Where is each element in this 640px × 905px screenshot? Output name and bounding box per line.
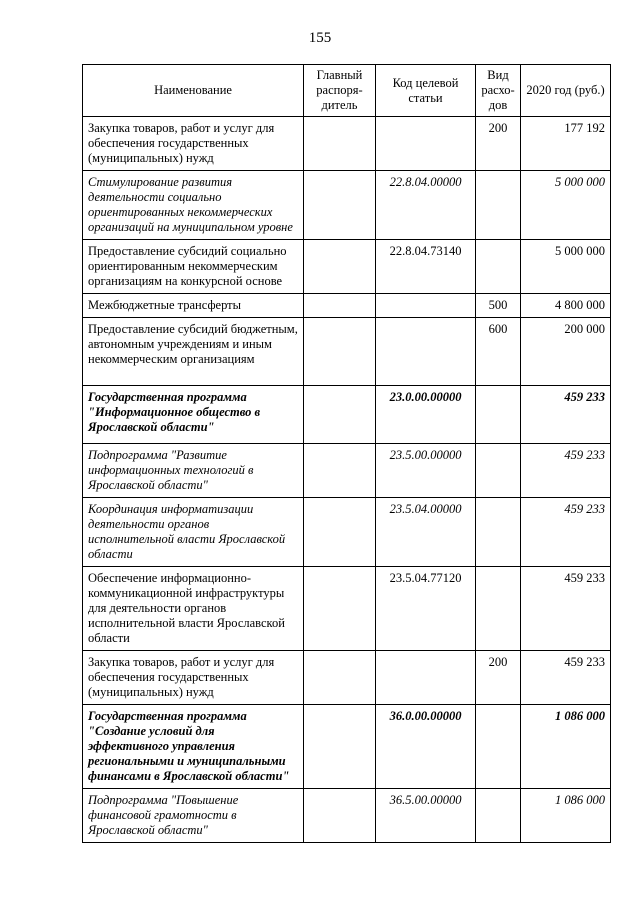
row-manager-cell: [304, 444, 376, 498]
row-amount-cell: 5 000 000: [521, 171, 611, 240]
page-number: 155: [308, 30, 332, 46]
row-name-cell: Координация информатизации деятельности органов исполнительной власти Ярославской области: [83, 498, 304, 567]
row-amount-cell: 177 192: [521, 117, 611, 171]
row-code-cell: [376, 294, 476, 318]
row-expense-type-cell: [476, 240, 521, 294]
row-amount-cell: 1 086 000: [521, 705, 611, 789]
row-name-cell: Стимулирование развития деятельности социально ориентированных некоммерческих организаций на муниципальном уровне: [83, 171, 304, 240]
row-amount-cell: 4 800 000: [521, 294, 611, 318]
row-manager-cell: [304, 789, 376, 843]
table-row: [83, 789, 611, 843]
row-manager-cell: [304, 171, 376, 240]
row-name-cell: Государственная программа "Создание условий для эффективного управления региональными и муниципальными финансами в Ярославской области": [83, 705, 304, 789]
table-row: [83, 171, 611, 240]
row-code-cell: 22.8.04.00000: [376, 171, 476, 240]
row-amount-cell: 1 086 000: [521, 789, 611, 843]
row-name-cell: Предоставление субсидий бюджетным, автономным учреждениям и иным некоммерческим организациям: [83, 318, 304, 386]
row-expense-type-cell: 200: [476, 117, 521, 171]
row-name-cell: Предоставление субсидий социально ориентированным некоммерческим организациям на конкурсной основе: [83, 240, 304, 294]
header-name: Наименование: [83, 65, 304, 117]
row-name-cell: Закупка товаров, работ и услуг для обеспечения государственных (муниципальных) нужд: [83, 651, 304, 705]
row-expense-type-cell: [476, 789, 521, 843]
header-main-manager: Главный распоря-дитель: [304, 65, 376, 117]
row-manager-cell: [304, 318, 376, 386]
row-code-cell: [376, 318, 476, 386]
table-row: [83, 444, 611, 498]
row-amount-cell: 459 233: [521, 651, 611, 705]
row-code-cell: 22.8.04.73140: [376, 240, 476, 294]
table-header-row: [83, 65, 611, 117]
row-code-cell: 36.5.00.00000: [376, 789, 476, 843]
row-expense-type-cell: [476, 567, 521, 651]
row-amount-cell: 459 233: [521, 386, 611, 444]
row-manager-cell: [304, 294, 376, 318]
row-code-cell: [376, 117, 476, 171]
row-expense-type-cell: [476, 386, 521, 444]
row-name-cell: Обеспечение информационно-коммуникационной инфраструктуры для деятельности органов исполнительной власти Ярославской области: [83, 567, 304, 651]
row-amount-cell: 459 233: [521, 498, 611, 567]
row-name-cell: Закупка товаров, работ и услуг для обеспечения государственных (муниципальных) нужд: [83, 117, 304, 171]
row-code-cell: 23.0.00.00000: [376, 386, 476, 444]
row-amount-cell: 459 233: [521, 444, 611, 498]
row-amount-cell: 459 233: [521, 567, 611, 651]
row-code-cell: [376, 651, 476, 705]
row-code-cell: 36.0.00.00000: [376, 705, 476, 789]
row-amount-cell: 5 000 000: [521, 240, 611, 294]
row-name-cell: Подпрограмма "Повышение финансовой грамотности в Ярославской области": [83, 789, 304, 843]
header-amount: 2020 год (руб.): [521, 65, 611, 117]
table-row: [83, 651, 611, 705]
header-expense-type: Вид расхо-дов: [476, 65, 521, 117]
budget-table: [82, 64, 611, 843]
table-row: [83, 117, 611, 171]
row-name-cell: Государственная программа "Информационное общество в Ярославской области": [83, 386, 304, 444]
row-manager-cell: [304, 240, 376, 294]
row-expense-type-cell: 500: [476, 294, 521, 318]
row-manager-cell: [304, 386, 376, 444]
table-row: [83, 318, 611, 386]
row-amount-cell: 200 000: [521, 318, 611, 386]
row-expense-type-cell: 600: [476, 318, 521, 386]
row-code-cell: 23.5.04.77120: [376, 567, 476, 651]
table-row: [83, 386, 611, 444]
header-target-code: Код целевой статьи: [376, 65, 476, 117]
row-expense-type-cell: [476, 171, 521, 240]
table-row: [83, 294, 611, 318]
row-expense-type-cell: [476, 705, 521, 789]
row-expense-type-cell: 200: [476, 651, 521, 705]
row-manager-cell: [304, 117, 376, 171]
table-row: [83, 240, 611, 294]
row-manager-cell: [304, 705, 376, 789]
row-code-cell: 23.5.04.00000: [376, 498, 476, 567]
table-row: [83, 498, 611, 567]
row-expense-type-cell: [476, 498, 521, 567]
table-row: [83, 567, 611, 651]
row-manager-cell: [304, 567, 376, 651]
row-expense-type-cell: [476, 444, 521, 498]
row-manager-cell: [304, 651, 376, 705]
table-row: [83, 705, 611, 789]
row-manager-cell: [304, 498, 376, 567]
row-code-cell: 23.5.00.00000: [376, 444, 476, 498]
row-name-cell: Подпрограмма "Развитие информационных технологий в Ярославской области": [83, 444, 304, 498]
row-name-cell: Межбюджетные трансферты: [83, 294, 304, 318]
